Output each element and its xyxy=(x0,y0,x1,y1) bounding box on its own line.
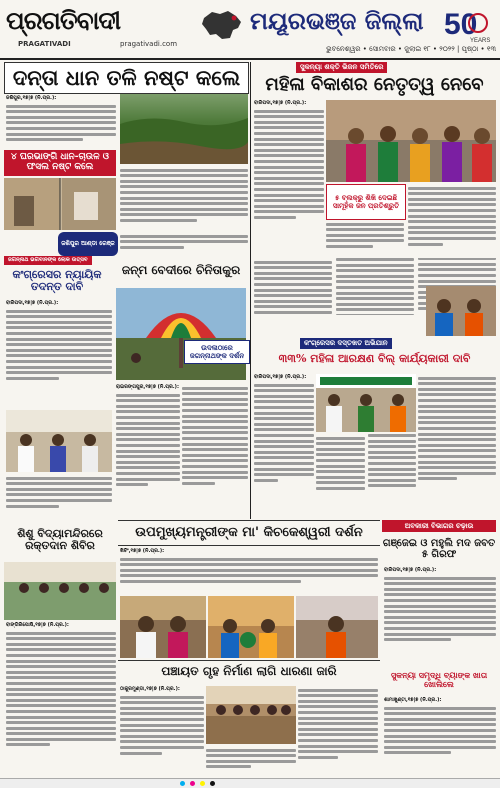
photo-damaged-house[interactable] xyxy=(4,178,116,230)
photo-paddy-field[interactable] xyxy=(120,94,248,164)
body-women-3 xyxy=(408,184,496,256)
body-congress xyxy=(6,307,112,407)
body-blood-camp xyxy=(6,629,116,775)
body-elephants xyxy=(6,102,116,150)
kicker-women: ସୁକନ୍ୟା ଶକ୍ତି ଭିଜନ ସମିତିରେ xyxy=(296,62,387,73)
headline-reservation-bill[interactable]: ୩୩% ମହିଳା ଆରକ୍ଷଣ ବିଲ୍ କାର୍ଯ୍ୟକାରୀ ଦାବି xyxy=(278,351,471,365)
district-title: ମୟୂରଭଞ୍ଜ ଜିଲ୍ଲା xyxy=(250,6,424,35)
body-reservation xyxy=(254,381,314,517)
logo-subtitle: PRAGATIVADI xyxy=(18,40,71,48)
body-women-2 xyxy=(326,220,404,256)
dateline-elephants: ଜଶିପୁର,୧୭|୭ (ନି.ପ୍ର.): xyxy=(6,95,57,101)
dateline-women: ବାରିପଦା,୧୭|୭ (ନି.ପ୍ର.): xyxy=(254,100,307,106)
photo-panchayat-protest[interactable] xyxy=(206,686,296,744)
headline-udala[interactable]: ଉଦଳାଠାରେ ଜଗନ୍ନାଥଙ୍କ ଦର୍ଶନ xyxy=(184,340,250,364)
body-excise xyxy=(384,574,496,664)
headline-excise-seizure[interactable]: ଗଞ୍ଜେଇ ଓ ମହୁଲି ମଦ ଜବତ ୫ ଗିରଫ xyxy=(382,538,496,560)
photo-congress-meeting[interactable] xyxy=(6,410,112,472)
headline-women-lead[interactable]: ମହିଳା ବିକାଶର ନେତୃତ୍ୱ ନେବେ xyxy=(265,74,484,96)
logo-url[interactable]: pragativadi.com xyxy=(120,40,178,48)
dateline-deputy-cm: ଖିଚିଂ,୧୭|୭ (ନି.ପ୍ର.): xyxy=(120,548,165,554)
print-footer xyxy=(0,778,500,788)
photo-women-meeting[interactable] xyxy=(326,100,496,182)
headline-janma-bedi[interactable]: ଜନ୍ମ ବେଦୀରେ ଚିନିତାକୁର xyxy=(121,263,241,278)
column-rule xyxy=(250,254,251,519)
dateline-panchayat: ଠାକୁରମୁଣ୍ଡା,୧୭|୭ (ନି.ପ୍ର.): xyxy=(120,686,180,692)
body-janma-bedi-2 xyxy=(182,384,248,517)
headline-elephants[interactable]: ଦନ୍ତା ଧାନ ତଳି ନଷ୍ଟ କଲେ xyxy=(4,62,249,94)
photo-signature-drive[interactable] xyxy=(316,374,416,432)
photo-blood-camp[interactable] xyxy=(4,562,116,620)
body-elephants-3 xyxy=(120,232,248,254)
body-elephants-2 xyxy=(120,166,248,232)
headline-panchayat-dharana[interactable]: ପଞ୍ଚାୟତ ଗୃହ ନିର୍ମାଣ ଲାଗି ଧାରଣା ଜାରି xyxy=(118,660,380,683)
dateline-excise: ବାରିପଦା,୧୭|୭ (ନି.ପ୍ର.): xyxy=(384,567,437,573)
registration-mark-yellow xyxy=(200,781,205,786)
registration-mark-black xyxy=(210,781,215,786)
badge-number: 50 xyxy=(444,8,478,41)
photo-temple-visit-3[interactable] xyxy=(296,596,378,658)
headline-sukanya-accounts[interactable]: ସୁକନ୍ୟା ସମୃଦ୍ଧି ବ୍ୟାଙ୍କ ଖାତା ଖୋଲିଲେ xyxy=(390,670,488,689)
body-reservation-3 xyxy=(418,374,496,517)
newspaper-logo[interactable]: ପ୍ରଗତିବାଦୀ xyxy=(6,6,121,35)
dateline-janma-bedi: ରାଇରଙ୍ଗପୁର,୧୭|୭ (ନି.ପ୍ର.): xyxy=(116,384,179,390)
body-panchayat xyxy=(120,693,204,775)
body-sukanya xyxy=(384,704,496,776)
subhead-women-blocks: ୫ ବ୍ଲକ୍‌ରୁ ଶିଖି ଦେଇଛି ସାମୂହିକ ଜନ ପ୍ରତିଶ୍ରୁତି xyxy=(326,184,406,220)
headline-blood-camp[interactable]: ଶିଶୁ ବିଦ୍ୟାମନ୍ଦିରରେ ରକ୍ତଦାନ ଶିବିର xyxy=(17,526,103,552)
badge-jashipur-range: ଜଶିପୁର ଆଣ୍ଡା ରେଞ୍ଜ xyxy=(58,232,118,256)
dateline: ଭୁବନେଶ୍ୱର • ସୋମବାର • ଜୁଲାଇ ୧୮ • ୨୦୨୨ | ପୃଷ୍ଠା • ୧୩ xyxy=(326,45,496,53)
kicker-congress: ଜଗନ୍ନାଥ ଭଗବାନଙ୍କ ଲୋକ ଉତ୍ସବ xyxy=(4,256,92,265)
kicker-signature-drive: କଂଗ୍ରେସର ଦସ୍ତଖତ ଅଭିଯାନ xyxy=(300,338,392,349)
body-janma-bedi xyxy=(116,391,180,517)
photo-women-group-2[interactable] xyxy=(426,286,496,336)
masthead xyxy=(0,0,500,60)
body-panchayat-3 xyxy=(298,686,378,776)
column-rule xyxy=(250,62,251,254)
photo-temple-visit-1[interactable] xyxy=(120,596,206,658)
body-reservation-2 xyxy=(316,434,416,517)
odisha-map-icon xyxy=(200,8,244,42)
headline-congress-probe[interactable]: କଂଗ୍ରେସର ନ୍ୟାୟିକ ତଦନ୍ତ ଦାବି xyxy=(12,267,102,293)
headline-deputy-cm-visit[interactable]: ଉପମୁଖ୍ୟମନ୍ତ୍ରୀଙ୍କ ମା' କିଚକେଶ୍ୱରୀ ଦର୍ଶନ xyxy=(118,520,380,546)
registration-mark-cyan xyxy=(180,781,185,786)
dateline-reservation: ବାରିପଦା,୧୭|୭ (ନି.ପ୍ର.): xyxy=(254,374,307,380)
body-panchayat-2 xyxy=(206,746,296,776)
photo-temple-visit-2[interactable] xyxy=(208,596,294,658)
photo-umbrella-festival[interactable] xyxy=(116,288,246,380)
dateline-sukanya: ଶାମାଖୁଣ୍ଟା,୧୭|୭ (ନି.ପ୍ର.): xyxy=(384,697,442,703)
body-congress-2 xyxy=(6,474,112,518)
registration-mark-magenta xyxy=(190,781,195,786)
body-women xyxy=(254,107,324,257)
anniversary-badge-icon xyxy=(440,4,494,44)
dateline-congress: ବାରିପଦା,୧୭|୭ (ନି.ପ୍ର.): xyxy=(6,300,59,306)
badge-text: YEARS xyxy=(470,38,491,44)
kicker-excise-raid: ଅବକାରୀ ବିଭାଗର ଚଢ଼ାଉ xyxy=(382,520,496,532)
headline-houses-damaged[interactable]: ୪ ଘରଭାଙ୍ଗି ଧାନ-ଚାଉଳ ଓ ଫସଲ ନଷ୍ଟ କଲେ xyxy=(4,150,116,176)
dateline-blood-camp: ବାଙ୍ଗିରିପୋଷି,୧୭|୭ (ନି.ପ୍ର.): xyxy=(6,622,69,628)
body-deputy-cm xyxy=(120,555,378,595)
